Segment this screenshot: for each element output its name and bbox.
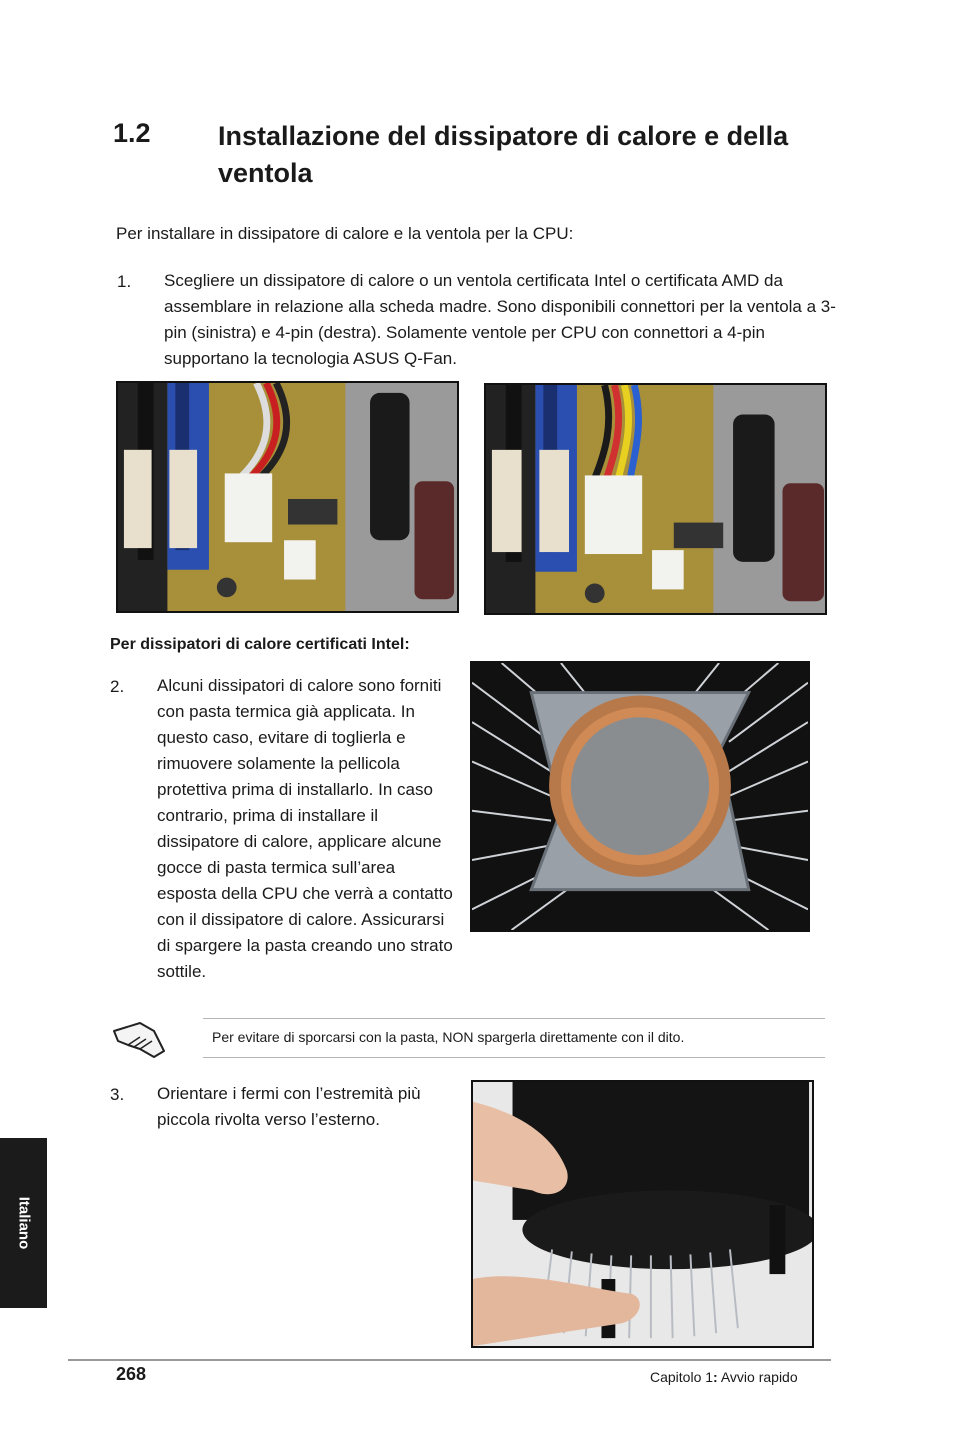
- footer-rule: [68, 1359, 831, 1361]
- intel-subheading: Per dissipatori di calore certificati Intel:: [110, 636, 410, 653]
- photo-heatsink-paste: [470, 661, 810, 932]
- chapter-title: Avvio rapido: [720, 1369, 798, 1385]
- hand-note-icon: [110, 1013, 168, 1059]
- section-title: Installazione del dissipatore di calore e della ventola: [218, 121, 789, 188]
- page-number: 268: [116, 1364, 147, 1384]
- chapter-label: [650, 1369, 798, 1385]
- intro-text: Per installare in dissipatore di calore e la ventola per la CPU:: [116, 224, 574, 243]
- chapter-prefix: Capitolo 1: [650, 1369, 714, 1385]
- step-1-text: Scegliere un dissipatore di calore o un ventola certificata Intel o certificata AMD da assemblare in relazione alla scheda madre. Sono disponibili connettori per la ventola a 3-pin (sinistra) e 4-pin (destra). Solamente ventole per CPU con connettori a 4-pin supportano la tecnologia ASUS Q-Fan.: [164, 271, 836, 368]
- photo-fasteners: [471, 1080, 814, 1348]
- photo-3pin-connector: [116, 381, 459, 613]
- language-tab-label: Italiano: [15, 1196, 32, 1250]
- step-1-number: 1.: [117, 272, 132, 291]
- chapter-separator: :: [713, 1369, 718, 1385]
- step-3-number: 3.: [110, 1085, 125, 1104]
- language-tab: [0, 1138, 47, 1308]
- section-number: 1.2: [113, 118, 151, 148]
- step-3-text: Orientare i fermi con l’estremità più piccola rivolta verso l’esterno.: [157, 1084, 421, 1129]
- step-2-number: 2.: [110, 677, 125, 696]
- photo-4pin-connector: [484, 383, 827, 615]
- step-2-text: Alcuni dissipatori di calore sono forniti con pasta termica già applicata. In questo caso, evitare di toglierla e rimuovere solamente la pellicola protettiva prima di installarlo. In caso contrario, prima di installare il dissipatore di calore, applicare alcune gocce di pasta termica sull’area esposta della CPU che verrà a contatto con il dissipatore di calore. Assicurarsi di spargere la pasta creando uno strato sottile.: [157, 676, 453, 981]
- note-text: Per evitare di sporcarsi con la pasta, NON spargerla direttamente con il dito.: [212, 1029, 685, 1045]
